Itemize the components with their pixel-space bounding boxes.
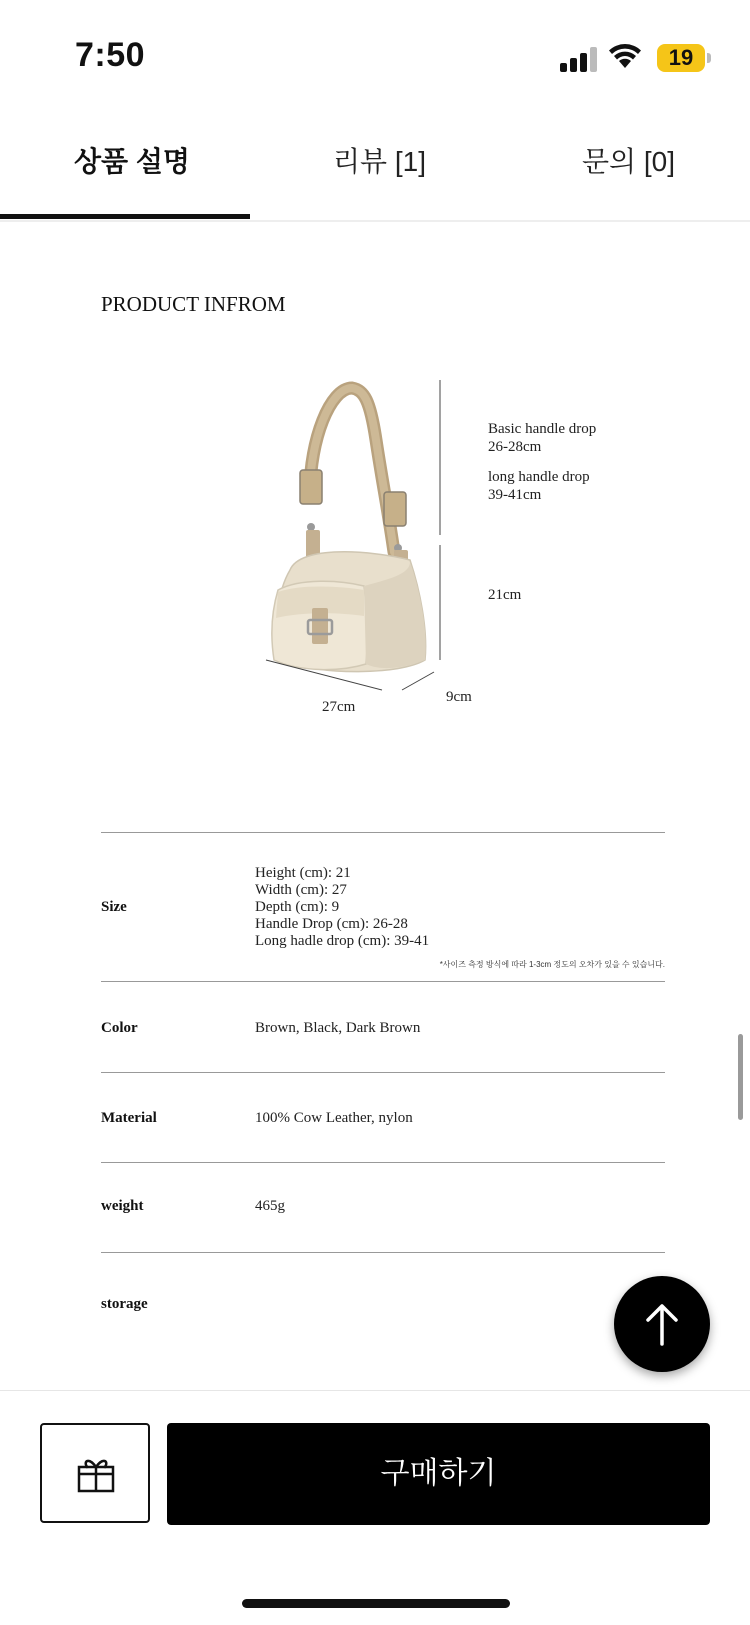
spec-value: Brown, Black, Dark Brown (255, 1020, 421, 1036)
battery-cap (707, 53, 711, 63)
long-handle-label: long handle drop (488, 469, 590, 485)
home-indicator[interactable] (242, 1599, 510, 1608)
tab-bar (0, 110, 750, 222)
battery-icon (657, 44, 709, 72)
spec-row-weight (101, 1162, 665, 1252)
buy-button[interactable]: 구매하기 (167, 1423, 710, 1525)
cellular-signal-icon (560, 46, 600, 72)
tab-reviews[interactable]: 리뷰 [1] (333, 146, 427, 177)
gift-icon (77, 1455, 115, 1493)
section-title: PRODUCT INFROM (101, 292, 286, 316)
spec-label: storage (101, 1296, 148, 1312)
spec-line: Long hadle drop (cm): 39-41 (255, 933, 430, 949)
width-dimension: 27cm (322, 699, 356, 715)
spec-line: Height (cm): 21 (255, 865, 351, 881)
scroll-to-top-button[interactable] (614, 1276, 710, 1372)
depth-dimension: 9cm (446, 689, 472, 705)
height-dimension: 21cm (488, 587, 522, 603)
scroll-indicator[interactable] (738, 1034, 743, 1120)
wifi-icon (608, 42, 642, 75)
spec-row-color (101, 981, 665, 1072)
spec-line: Depth (cm): 9 (255, 899, 340, 915)
active-tab-indicator (0, 214, 250, 219)
spec-row-size (101, 832, 665, 981)
spec-label: weight (101, 1198, 144, 1214)
bottom-action-bar (0, 1390, 750, 1625)
spec-table (101, 832, 665, 1333)
battery-level: 19 (668, 45, 694, 70)
status-time: 7:50 (75, 36, 146, 74)
basic-handle-value: 26-28cm (488, 439, 542, 455)
arrow-up-icon (642, 1302, 682, 1346)
long-handle-value: 39-41cm (488, 487, 542, 503)
spec-label: Material (101, 1110, 157, 1126)
tab-product-description[interactable]: 상품 설명 (74, 146, 190, 177)
spec-value: 100% Cow Leather, nylon (255, 1110, 413, 1126)
spec-row-storage (101, 1252, 665, 1333)
spec-value: 465g (255, 1198, 285, 1214)
gift-button[interactable] (40, 1423, 150, 1523)
spec-value (255, 865, 429, 950)
spec-label: Color (101, 1020, 138, 1036)
status-bar (0, 0, 750, 110)
spec-row-material (101, 1072, 665, 1162)
spec-line: Width (cm): 27 (255, 882, 347, 898)
product-size-figure (260, 380, 620, 740)
basic-handle-label: Basic handle drop (488, 421, 597, 437)
spec-line: Handle Drop (cm): 26-28 (255, 916, 408, 932)
size-note: *사이즈 측정 방식에 따라 1-3cm 정도의 오차가 있을 수 있습니다. (439, 960, 665, 969)
tab-inquiries[interactable]: 문의 [0] (582, 146, 676, 177)
spec-label: Size (101, 899, 127, 915)
